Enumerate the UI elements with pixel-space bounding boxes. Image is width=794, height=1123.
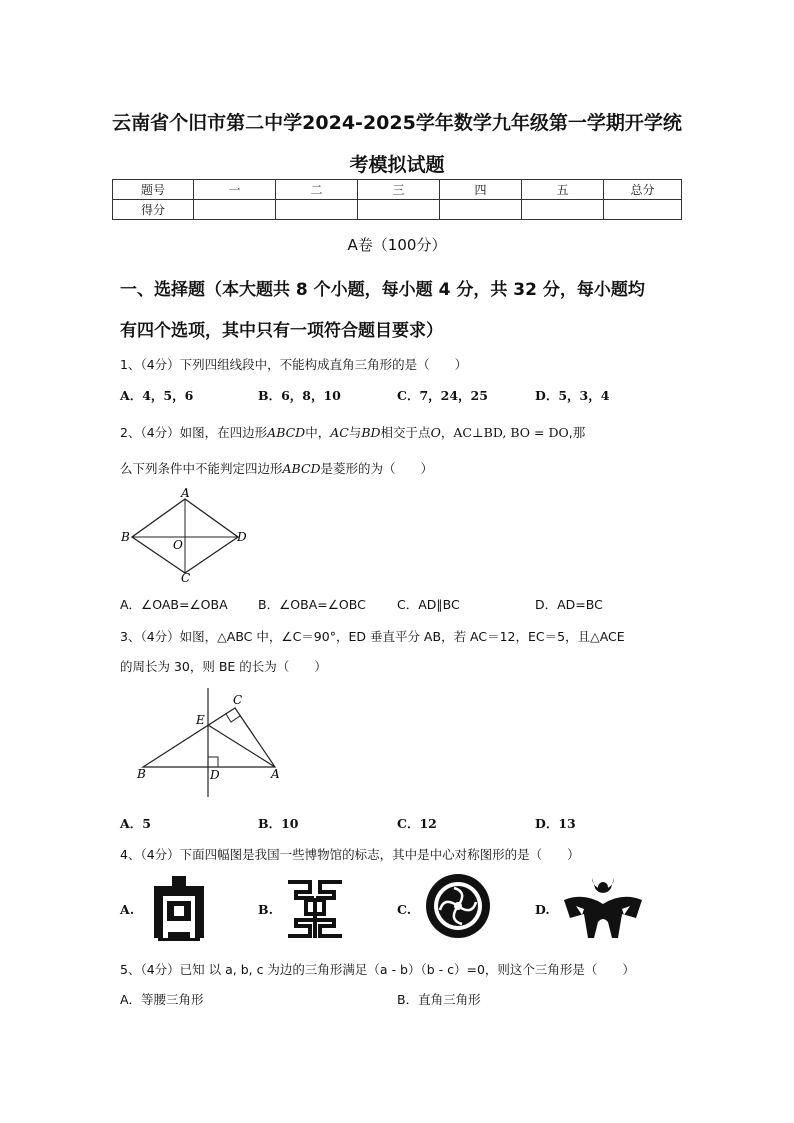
- triangle-abc: [143, 708, 275, 767]
- q2-text: 与: [348, 425, 362, 440]
- q4-option-b[interactable]: B.: [258, 902, 273, 917]
- score-table-score-row: [113, 200, 682, 220]
- score-cell: 五: [522, 180, 604, 200]
- q4-stem: 4、（4分）下面四幅图是我国一些博物馆的标志，其中是中心对称图形的是（ ）: [120, 847, 580, 862]
- q1-option-d[interactable]: D．5，3，4: [535, 388, 610, 403]
- label-b: B: [121, 530, 130, 544]
- score-cell: 一: [194, 180, 276, 200]
- q2-ac: AC: [330, 425, 349, 440]
- score-cell: 四: [440, 180, 522, 200]
- museum-logo-b-icon: [284, 876, 346, 942]
- section-a-label: A卷（100分）: [347, 236, 447, 254]
- score-cell: 得分: [113, 200, 194, 220]
- q2-text: 2、（4分）如图，在四边形: [120, 425, 268, 440]
- q2-option-c[interactable]: C．AD∥BC: [397, 597, 460, 612]
- q1-option-b[interactable]: B．6，8，10: [258, 388, 341, 403]
- label-d: D: [210, 768, 220, 782]
- q3-stem-line2: 的周长为 30，则 BE 的长为（ ）: [120, 659, 327, 674]
- museum-logo-a-icon: [146, 873, 212, 943]
- q2-o: O: [430, 425, 441, 440]
- q5-option-b[interactable]: B．直角三角形: [397, 992, 481, 1007]
- q2-text: 中，: [305, 425, 331, 440]
- q2-text: ,那: [568, 425, 586, 440]
- q5-option-a[interactable]: A．等腰三角形: [120, 992, 204, 1007]
- label-c: C: [181, 571, 191, 585]
- q1-option-a[interactable]: A．4，5，6: [120, 388, 194, 403]
- q2-text: 是菱形的为（ ）: [320, 461, 434, 476]
- q3-option-c[interactable]: C．12: [397, 816, 437, 831]
- right-angle-c: [226, 714, 240, 722]
- q2-text: 相交于点: [380, 425, 431, 440]
- exam-title-line2: 考模拟试题: [349, 154, 445, 176]
- q2-option-d[interactable]: D．AD=BC: [535, 597, 603, 612]
- museum-logo-c-icon: [424, 872, 492, 940]
- q1-stem: 1、（4分）下列四组线段中，不能构成直角三角形的是（ ）: [120, 357, 468, 372]
- q2-text: ，: [440, 425, 454, 440]
- q2-quad-name: ABCD: [282, 461, 321, 476]
- q3-stem-line1: 3、（4分）如图，△ABC 中，∠C＝90°，ED 垂直平分 AB，若 AC＝12，EC＝5，且△ACE: [120, 629, 625, 644]
- label-d: D: [237, 530, 247, 544]
- q3-triangle-figure: [130, 685, 290, 800]
- q2-option-a[interactable]: A．∠OAB=∠OBA: [120, 597, 228, 612]
- score-input-cell[interactable]: [194, 200, 276, 220]
- score-input-cell[interactable]: [522, 200, 604, 220]
- score-cell: 题号: [113, 180, 194, 200]
- label-o: O: [173, 538, 183, 552]
- q3-option-d[interactable]: D．13: [535, 816, 576, 831]
- score-input-cell[interactable]: [440, 200, 522, 220]
- museum-logo-d-icon: [562, 874, 644, 942]
- q2-quad-name: ABCD: [267, 425, 306, 440]
- label-c: C: [233, 693, 243, 707]
- q2-stem-line2: [120, 459, 433, 477]
- q1-option-c[interactable]: C．7，24，25: [397, 388, 488, 403]
- q2-text: 么下列条件中不能判定四边形: [120, 461, 283, 476]
- score-input-cell[interactable]: [358, 200, 440, 220]
- q3-option-b[interactable]: B．10: [258, 816, 299, 831]
- q3-option-a[interactable]: A．5: [120, 816, 151, 831]
- score-cell: 三: [358, 180, 440, 200]
- q2-bd: BD: [361, 425, 381, 440]
- score-table: [112, 179, 682, 220]
- label-e: E: [196, 713, 205, 727]
- part1-heading-line2: 有四个选项，其中只有一项符合题目要求）: [120, 321, 443, 341]
- right-angle-d: [208, 757, 218, 767]
- q4-option-c[interactable]: C.: [397, 902, 412, 917]
- score-cell: 总分: [604, 180, 682, 200]
- label-a: A: [271, 767, 280, 781]
- exam-title-line1: 云南省个旧市第二中学2024-2025学年数学九年级第一学期开学统: [112, 112, 682, 134]
- part1-heading-line1: 一、选择题（本大题共 8 个小题，每小题 4 分，共 32 分，每小题均: [120, 280, 645, 300]
- score-input-cell[interactable]: [276, 200, 358, 220]
- q2-option-b[interactable]: B．∠OBA=∠OBC: [258, 597, 366, 612]
- q2-stem-line1: [120, 423, 585, 441]
- score-input-cell[interactable]: [604, 200, 682, 220]
- q2-rhombus-figure: [118, 485, 253, 585]
- q4-option-a[interactable]: A.: [120, 902, 135, 917]
- label-a: A: [181, 486, 190, 500]
- q2-condition: AC⊥BD, BO = DO: [453, 425, 569, 440]
- score-cell: 二: [276, 180, 358, 200]
- label-b: B: [137, 767, 146, 781]
- q5-stem: 5、（4分）已知 以 a, b, c 为边的三角形满足（a - b）（b - c）=0，则这个三角形是（ ）: [120, 962, 635, 977]
- score-table-header-row: [113, 180, 682, 200]
- q4-option-d[interactable]: D.: [535, 902, 550, 917]
